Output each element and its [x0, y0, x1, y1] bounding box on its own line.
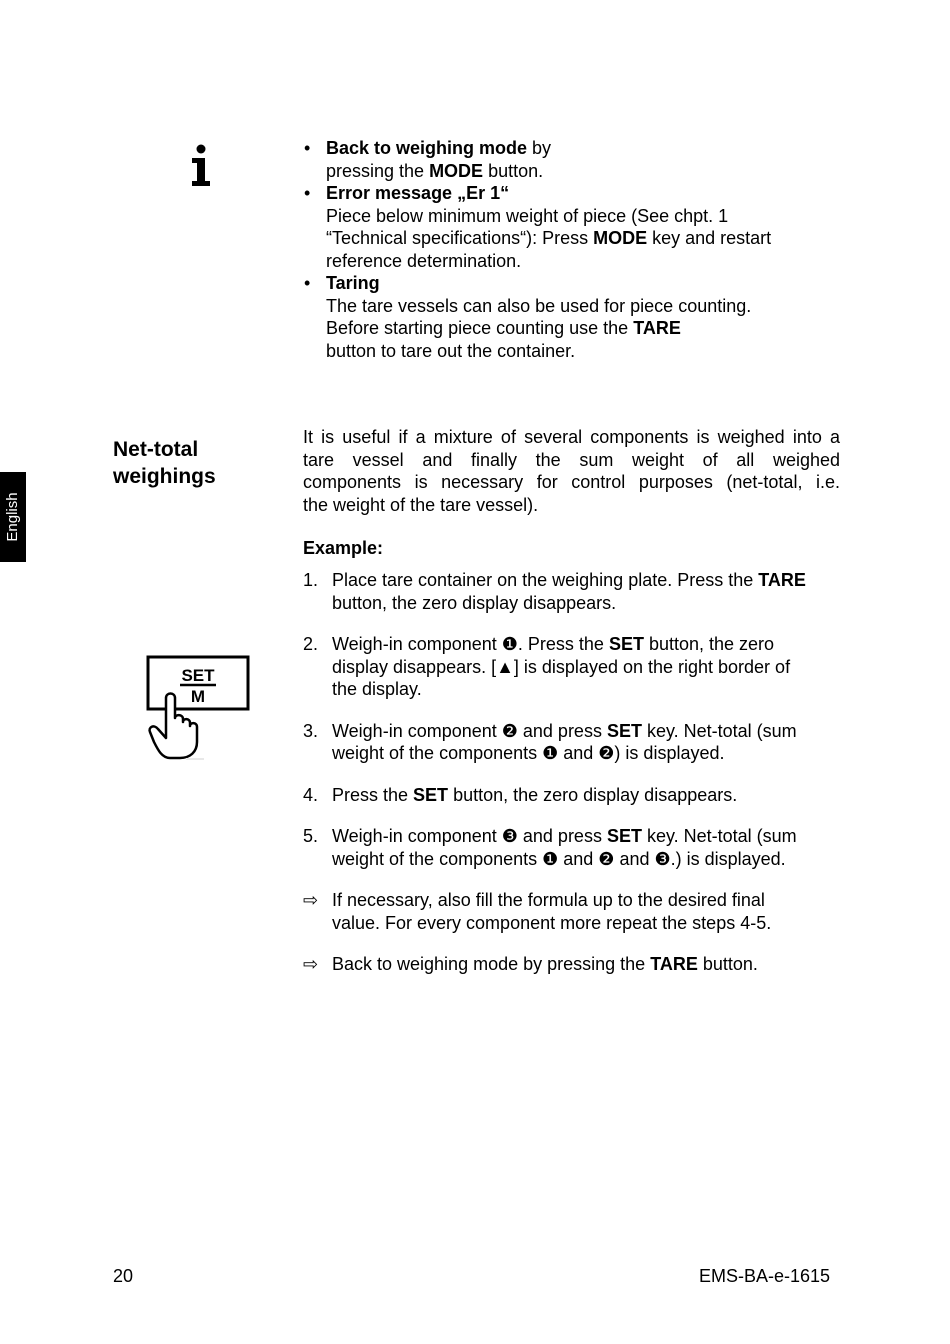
- language-tab-label: English: [3, 492, 21, 542]
- intro-line: It is useful if a mixture of several components is weighed into a: [303, 427, 840, 447]
- arrow-right-icon: ⇨: [303, 890, 319, 910]
- step-key-name: SET: [413, 784, 449, 805]
- bullet-title: Error message „Er 1“: [326, 183, 510, 203]
- example-label: Example:: [303, 538, 384, 558]
- arrow-note: [303, 953, 848, 976]
- bullet-text: button to tare out the container.: [326, 340, 576, 361]
- step-text: weight of the components ❶ and ❷ and ❸.) is displayed.: [332, 848, 786, 869]
- step-text: key. Net-total (sum: [641, 826, 797, 846]
- step-text: button, the zero: [643, 634, 775, 654]
- section-heading-line: weighings: [113, 465, 216, 488]
- info-icon: [186, 144, 216, 188]
- step-text: Weigh-in component ❶. Press the: [332, 634, 609, 654]
- step-text: Place tare container on the weighing plate. Press the: [332, 570, 759, 590]
- bullet-text: Piece below minimum weight of piece (See chpt. 1: [326, 205, 729, 226]
- bullet-text: key and restart: [647, 228, 772, 248]
- step-text: Weigh-in component ❷ and press: [332, 720, 607, 741]
- step-key-name: TARE: [758, 570, 806, 590]
- step-text: Weigh-in component ❸ and press: [332, 826, 607, 846]
- step-number: 4.: [303, 784, 319, 805]
- section-heading: [113, 436, 216, 490]
- note-bullet-list: [302, 137, 842, 362]
- note-text: button.: [697, 954, 758, 974]
- note-text: value. For every component more repeat the steps 4-5.: [332, 912, 772, 933]
- bullet-key-name: MODE: [429, 160, 484, 181]
- section-heading-line: Net-total: [113, 438, 199, 461]
- bullet-text: by: [527, 138, 552, 158]
- intro-line: components is necessary for control purposes (net-total, i.e.: [303, 472, 840, 492]
- step-number: 5.: [303, 826, 319, 846]
- bullet-key-name: MODE: [593, 228, 648, 248]
- intro-paragraph: [303, 426, 840, 516]
- step-text: weight of the components ❶ and ❷) is displayed.: [332, 743, 725, 763]
- step-key-name: SET: [606, 826, 642, 846]
- step-item: [303, 720, 848, 765]
- list-item: [302, 137, 842, 182]
- step-item: [303, 569, 848, 614]
- bullet-text: The tare vessels can also be used for piece counting.: [326, 295, 752, 316]
- arrow-right-icon: ⇨: [303, 954, 319, 974]
- step-text: button, the zero display disappears.: [332, 592, 617, 613]
- step-number: 1.: [303, 570, 319, 590]
- bullet-key-name: TARE: [633, 318, 681, 338]
- arrow-note: [303, 889, 848, 934]
- bullet-text: pressing the: [326, 160, 430, 181]
- step-number: 3.: [303, 720, 319, 741]
- list-item: [302, 272, 842, 362]
- bullet-text: button.: [483, 160, 544, 181]
- bullet-text: reference determination.: [326, 250, 522, 271]
- page-number: 20: [113, 1266, 134, 1286]
- note-key-name: TARE: [650, 954, 698, 974]
- step-text: display disappears. [▲] is displayed on the right border of: [332, 656, 791, 677]
- step-text: button, the zero display disappears.: [448, 784, 738, 805]
- step-text: the display.: [332, 679, 422, 699]
- step-item: [303, 784, 848, 807]
- document-code: EMS-BA-e-1615: [698, 1266, 830, 1286]
- language-tab: [0, 472, 26, 562]
- intro-line: tare vessel and finally the sum weight of all weighed: [303, 449, 840, 470]
- list-item: [302, 182, 842, 272]
- step-item: [303, 633, 848, 701]
- bullet-title: Taring: [326, 273, 380, 293]
- step-item: [303, 825, 848, 870]
- steps-list: [303, 569, 848, 995]
- bullet-title: Back to weighing mode: [326, 138, 528, 158]
- note-text: If necessary, also fill the formula up to the desired final: [332, 890, 765, 910]
- step-text: Press the: [332, 784, 414, 805]
- m-key-label: M: [190, 687, 206, 706]
- note-text: Back to weighing mode by pressing the: [332, 954, 651, 974]
- set-key-illustration: [146, 654, 252, 762]
- bullet-text: “Technical specifications“): Press: [326, 228, 594, 248]
- step-text: key. Net-total (sum: [641, 720, 797, 741]
- bullet-text: Before starting piece counting use the: [326, 318, 634, 338]
- step-key-name: SET: [606, 720, 642, 741]
- step-key-name: SET: [608, 634, 644, 654]
- intro-line: the weight of the tare vessel).: [303, 494, 539, 515]
- set-key-label: SET: [181, 666, 215, 685]
- step-number: 2.: [303, 634, 319, 654]
